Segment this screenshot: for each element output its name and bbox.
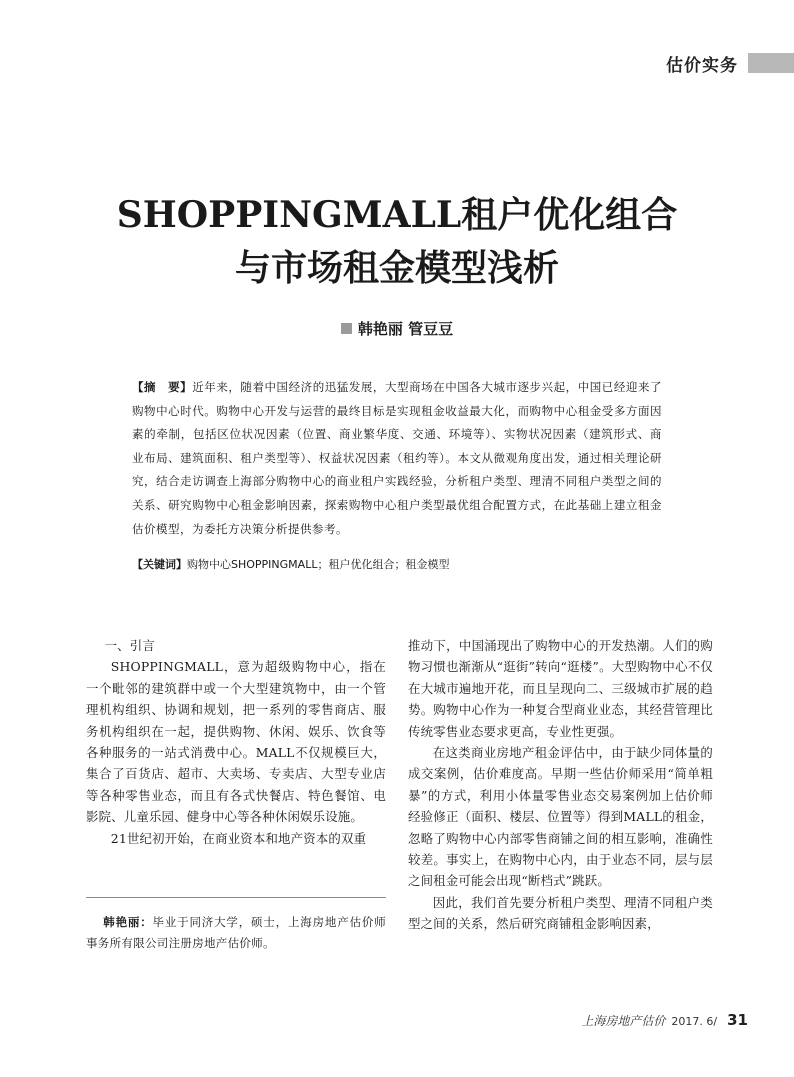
author-square-icon bbox=[341, 323, 352, 334]
authors bbox=[0, 318, 794, 339]
abstract-text: 近年来，随着中国经济的迅猛发展，大型商场在中国各大城市逐步兴起，中国已经迎来了购物中心时代。购物中心开发与运营的最终目标是实现租金收益最大化，而购物中心租金受多方面因素的牵制，包括区位状况因素（位置、商业繁华度、交通、环境等）、实物状况因素（建筑形式、商业布局、建筑面积、租户类型等）、权益状况因素（租约等）。本文从微观角度出发，通过相关理论研究，结合走访调查上海部分购物中心的商业租户实践经验，分析租户类型、理清不同租户类型之间的关系、研究购物中心租金影响因素，探索购物中心租户类型最优组合配置方式，在此基础上建立租金估价模型，为委托方决策分析提供参考。 bbox=[132, 380, 662, 536]
page-number: 31 bbox=[727, 1011, 748, 1029]
article-title bbox=[0, 188, 794, 296]
paragraph: 21世纪初开始，在商业资本和地产资本的双重 bbox=[110, 830, 367, 846]
left-column bbox=[86, 635, 386, 849]
footnote-divider bbox=[86, 897, 386, 898]
author-names: 韩艳丽 管豆豆 bbox=[357, 320, 454, 338]
abstract-label: 【摘 要】 bbox=[132, 380, 193, 394]
author-bio bbox=[86, 912, 386, 954]
keywords-text: 购物中心SHOPPINGMALL；租户优化组合；租金模型 bbox=[187, 558, 450, 571]
paragraph: 在这类商业房地产租金评估中，由于缺少同体量的成交案例，估价难度高。早期一些估价师采用“简单粗暴”的方式，利用小体量零售业态交易案例加上估价师经验修正（面积、楼层、位置等）得到MALL的租金，忽略了购物中心内部零售商铺之间的相互影响，准确性较差。事实上，在购物中心内，由于业态不同，层与层之间租金可能会出现“断档式”跳跃。 bbox=[408, 745, 713, 889]
section-tag bbox=[666, 52, 794, 74]
paragraph: SHOPPINGMALL，意为超级购物中心，指在一个毗邻的建筑群中或一个大型建筑物中，由一个管理机构组织、协调和规划，把一系列的零售商店、服务机构组织在一起，提供购物、休闲、娱乐、饮食等各种服务的一站式消费中心。MALL不仅规模巨大，集合了百货店、超市、大卖场、专卖店、大型专业店等各种零售业态，而且有各式快餐店、特色餐馆、电影院、儿童乐园、健身中心等各种休闲娱乐设施。 bbox=[86, 659, 386, 825]
title-line-2: 与市场租金模型浅析 bbox=[234, 248, 559, 289]
bio-label: 韩艳丽： bbox=[103, 915, 153, 929]
section-heading-intro: 一、引言 bbox=[104, 638, 155, 653]
section-bar bbox=[748, 53, 794, 73]
issue-number: 2017. 6/ bbox=[671, 1015, 718, 1028]
keywords bbox=[132, 555, 662, 575]
page-footer bbox=[581, 1011, 748, 1029]
right-column bbox=[408, 635, 713, 935]
paragraph: 推动下，中国涌现出了购物中心的开发热潮。人们的购物习惯也渐渐从“逛街”转向“逛楼”。大型购物中心不仅在大城市遍地开花，而且呈现向二、三级城市扩展的趋势。购物中心作为一种复合型商业业态，其经营管理比传统零售业态要求更高，专业性更强。 bbox=[408, 638, 713, 739]
paragraph: 因此，我们首先要分析租户类型、理清不同租户类型之间的关系，然后研究商铺租金影响因素， bbox=[408, 894, 713, 932]
abstract bbox=[132, 376, 662, 541]
section-label: 估价实务 bbox=[666, 55, 738, 76]
title-line-1: SHOPPINGMALL租户优化组合 bbox=[116, 194, 678, 236]
bio-text: 毕业于同济大学，硕士，上海房地产估价师事务所有限公司注册房地产估价师。 bbox=[86, 915, 386, 950]
journal-logo: 上海房地产估价 bbox=[581, 1014, 666, 1028]
keywords-label: 【关键词】 bbox=[132, 558, 187, 571]
